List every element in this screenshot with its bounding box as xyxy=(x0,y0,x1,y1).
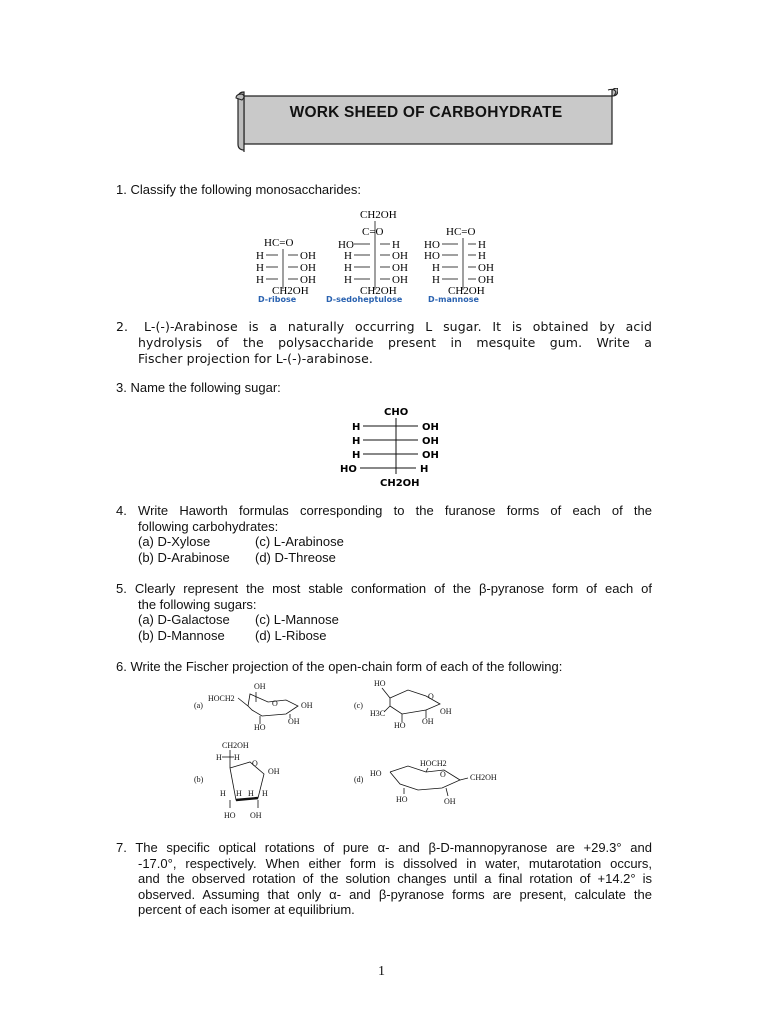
a-oh-top: OH xyxy=(254,682,266,691)
question-5-line-2: the following sugars: xyxy=(138,596,257,612)
question-5-line-1: 5. Clearly represent the most stable conformation of the β-pyranose form of each of xyxy=(116,581,652,596)
mannose-row-3-left: H xyxy=(432,262,440,274)
d-ch2oh: CH2OH xyxy=(470,773,497,782)
b-ring-o: O xyxy=(252,759,258,768)
ribose-row-2-left: H xyxy=(256,262,264,274)
page-title: WORK SHEED OF CARBOHYDRATE xyxy=(289,104,563,121)
q6-structures xyxy=(190,676,510,824)
b-oh-bottom: OH xyxy=(250,811,262,820)
a-oh-right: OH xyxy=(301,701,313,710)
mannose-row-0: HC=O xyxy=(446,226,476,238)
question-3-text: 3. Name the following sugar: xyxy=(116,380,281,395)
question-7 xyxy=(116,840,652,918)
mannose-fischer xyxy=(424,226,494,304)
mannose-row-2-left: HO xyxy=(424,250,440,262)
question-2-line-1: L-(-)-Arabinose is a naturally occurring L sugar. It is obtained by acid xyxy=(144,319,652,334)
ribose-row-3-left: H xyxy=(256,274,264,286)
ribose-row-3-right: OH xyxy=(300,274,316,286)
c-h3c: H3C xyxy=(370,709,386,718)
a-ring-o: O xyxy=(272,699,278,708)
ribose-label: D-ribose xyxy=(258,295,297,304)
question-4-option-c: (c) L-Arabinose xyxy=(255,534,344,549)
b-ho-bottom: HO xyxy=(224,811,236,820)
q3-row-2-right: OH xyxy=(422,450,439,461)
question-4-line-1: 4. Write Haworth formulas corresponding to the furanose forms of each of the xyxy=(116,503,652,518)
q3-row-0-right: OH xyxy=(422,422,439,433)
sedo-row-5-right: OH xyxy=(392,274,408,286)
question-2 xyxy=(116,319,652,367)
mannose-row-4-left: H xyxy=(432,274,440,286)
mannose-label: D-mannose xyxy=(428,295,479,304)
ribose-row-2-right: OH xyxy=(300,262,316,274)
d-hoch2: HOCH2 xyxy=(420,759,447,768)
question-5 xyxy=(116,581,652,643)
ribose-row-1-right: OH xyxy=(300,250,316,262)
question-4-line-2: following carbohydrates: xyxy=(138,518,279,534)
question-7-line-1: 7. The specific optical rotations of pure α- and β-D-mannopyranose are +29.3° and xyxy=(116,840,652,855)
ribose-row-0: HC=O xyxy=(264,237,294,249)
mannose-row-4-right: OH xyxy=(478,274,494,286)
question-5-option-d: (d) L-Ribose xyxy=(255,627,327,643)
sedo-row-2-right: H xyxy=(392,239,400,251)
c-ho-top: HO xyxy=(374,679,386,688)
question-7-line-3: and the observed rotation of the solution changes until a final rotation of +14.2° is xyxy=(138,871,652,886)
b-h-right: H xyxy=(234,753,240,762)
a-ho-bottom: HO xyxy=(254,723,266,732)
q6-label-a: (a) xyxy=(194,701,203,710)
q3-row-1-right: OH xyxy=(422,436,439,447)
sedo-row-3-right: OH xyxy=(392,250,408,262)
question-2-line-2: hydrolysis of the polysaccharide present in mesquite gum. Write a xyxy=(138,335,652,350)
sedo-row-2-left: HO xyxy=(338,239,354,251)
question-7-line-4: observed. Assuming that only α- and β-pyranose forms are present, calculate the xyxy=(138,886,652,902)
question-4-option-b: (b) D-Arabinose xyxy=(138,549,230,565)
q6-label-b: (b) xyxy=(194,775,204,784)
c-ring-o: O xyxy=(428,692,434,701)
question-5-option-c: (c) L-Mannose xyxy=(255,612,339,627)
q3-top: CHO xyxy=(384,407,409,418)
q3-bottom: CH2OH xyxy=(380,478,420,488)
mannose-row-1-right: H xyxy=(478,239,486,251)
mannose-row-1-left: HO xyxy=(424,239,440,251)
c-oh-bottom: OH xyxy=(422,717,434,726)
c-oh-right: OH xyxy=(440,707,452,716)
page-number: 1 xyxy=(378,964,385,979)
mannose-row-5: CH2OH xyxy=(448,285,485,297)
q6-label-d: (d) xyxy=(354,775,364,784)
d-ho-bottom: HO xyxy=(396,795,408,804)
question-5-option-b: (b) D-Mannose xyxy=(138,627,225,643)
question-2-line-3: Fischer projection for L-(-)-arabinose. xyxy=(138,351,373,366)
sedo-row-5-left: H xyxy=(344,274,352,286)
sedo-row-4-left: H xyxy=(344,262,352,274)
q6-label-c: (c) xyxy=(354,701,363,710)
b-h-1: H xyxy=(220,789,226,798)
question-2-number: 2. xyxy=(116,319,129,334)
question-5-option-a: (a) D-Galactose xyxy=(138,612,230,627)
d-ring-o: O xyxy=(440,770,446,779)
b-oh-right: OH xyxy=(268,767,280,776)
sedoheptulose-fischer xyxy=(326,209,408,304)
a-hoch2: HOCH2 xyxy=(208,694,235,703)
q3-row-3-left: HO xyxy=(340,464,357,475)
a-oh-bottom: OH xyxy=(288,717,300,726)
ribose-row-4: CH2OH xyxy=(272,285,309,297)
question-1-text: 1. Classify the following monosaccharides: xyxy=(116,182,361,197)
sedo-row-6: CH2OH xyxy=(360,285,397,297)
q3-row-0-left: H xyxy=(352,422,361,433)
sedoheptulose-label: D-sedoheptulose xyxy=(326,295,403,304)
mannose-row-2-right: H xyxy=(478,250,486,262)
mannose-row-3-right: OH xyxy=(478,262,494,274)
ribose-row-1-left: H xyxy=(256,250,264,262)
question-7-line-5: percent of each isomer at equilibrium. xyxy=(138,902,355,917)
q3-row-1-left: H xyxy=(352,436,361,447)
q3-fischer xyxy=(336,402,446,488)
q3-row-2-left: H xyxy=(352,450,361,461)
sedo-row-4-right: OH xyxy=(392,262,408,274)
sedo-row-1: C=O xyxy=(362,226,384,238)
q1-structures xyxy=(250,204,500,306)
q3-row-3-right: H xyxy=(420,464,429,475)
sedo-row-0: CH2OH xyxy=(360,209,397,221)
sedo-row-3-left: H xyxy=(344,250,352,262)
b-h-4: H xyxy=(262,789,268,798)
question-6-text: 6. Write the Fischer projection of the open-chain form of each of the following: xyxy=(116,659,563,674)
question-7-line-2: -17.0°, respectively. When either form is dissolved in water, mutarotation occurs, xyxy=(138,855,652,871)
question-4 xyxy=(116,503,652,565)
d-ho-left: HO xyxy=(370,769,382,778)
b-ch2oh: CH2OH xyxy=(222,741,249,750)
b-h-3: H xyxy=(248,789,254,798)
c-ho-bottom: HO xyxy=(394,721,406,730)
d-oh-bottom: OH xyxy=(444,797,456,806)
ribose-fischer xyxy=(256,237,316,304)
b-h-2: H xyxy=(236,789,242,798)
question-4-option-d: (d) D-Threose xyxy=(255,549,336,565)
question-4-option-a: (a) D-Xylose xyxy=(138,534,211,549)
b-h-left: H xyxy=(216,753,222,762)
